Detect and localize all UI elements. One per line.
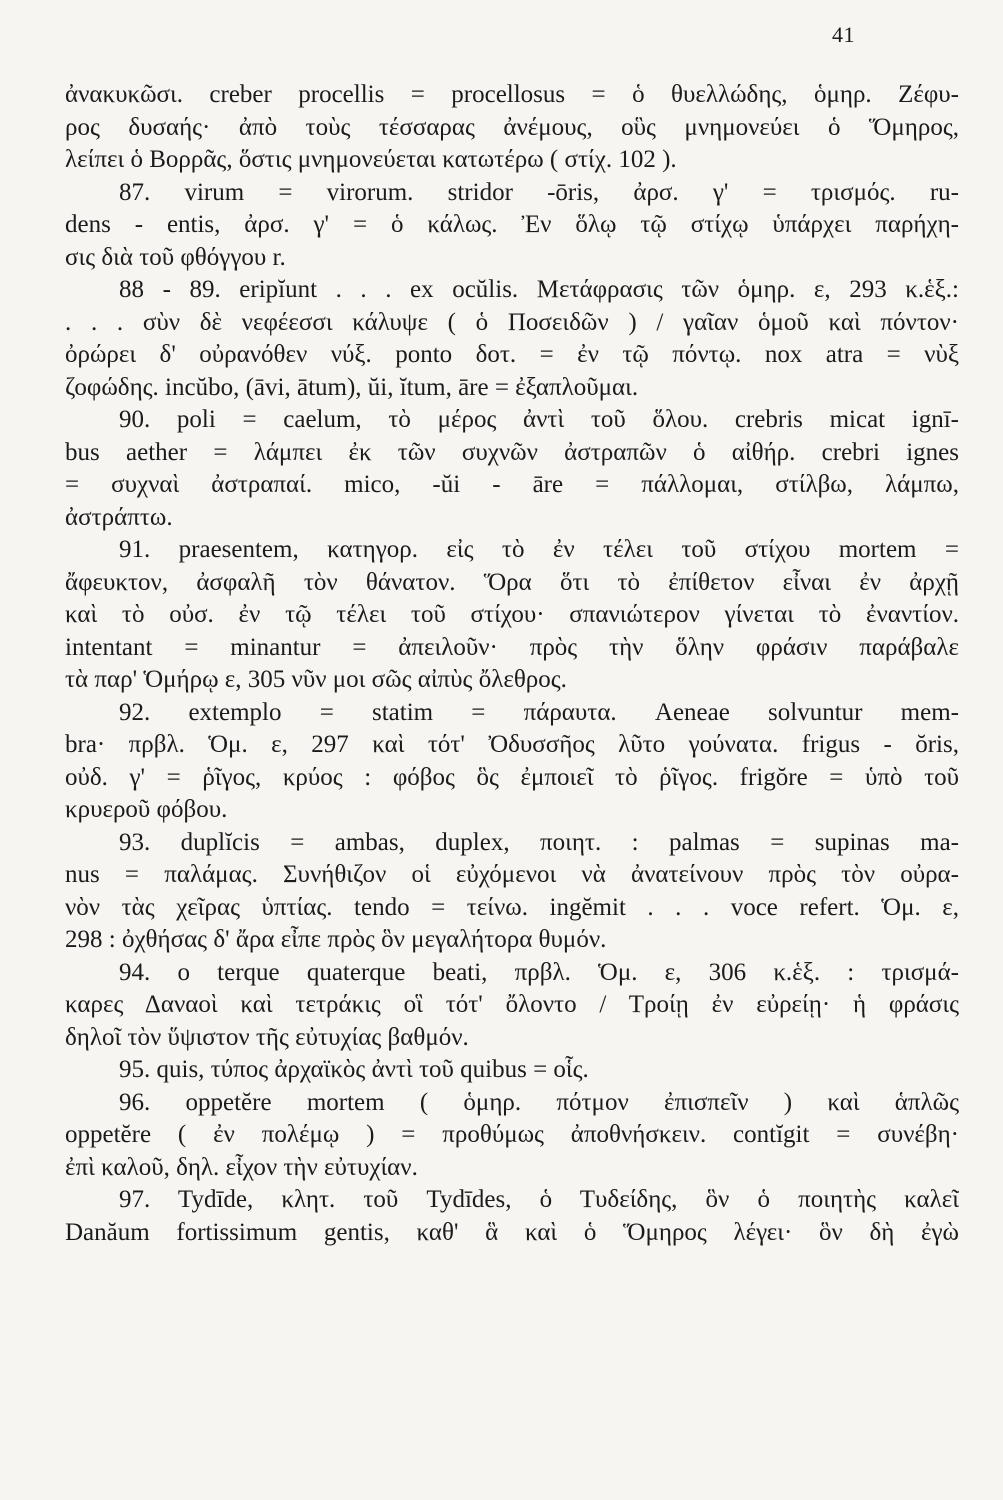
text-line: ρος δυσαής· ἀπὸ τοὺς τέσσαρας ἀνέμους, οὓς μνημονεύει ὁ Ὅμηρος, xyxy=(65,113,959,141)
text-line: 87. virum = virorum. stridor -ōris, ἀρσ. γ' = τρισμός. ru- xyxy=(119,178,959,206)
text-line: . . . σὺν δὲ νεφέεσσι κάλυψε ( ὁ Ποσειδῶν ) / γαῖαν ὁμοῦ καὶ πόντον· xyxy=(65,308,959,336)
text-line: intentant = minantur = ἀπειλοῦν· πρὸς τὴν ὅλην φράσιν παράβαλε xyxy=(65,633,959,661)
text-line: νὸν τὰς χεῖρας ὑπτίας. tendo = τείνω. ingĕmit . . . voce refert. Ὁμ. ε, xyxy=(65,893,959,921)
text-line: 88 - 89. eripĭunt . . . ex ocŭlis. Μετάφρασις τῶν ὁμηρ. ε, 293 κ.ἑξ.: xyxy=(119,276,959,303)
text-line: 298 : ὀχθήσας δ' ἄρα εἶπε πρὸς ὃν μεγαλήτορα θυμόν. xyxy=(65,926,607,953)
text-line: τὰ παρ' Ὁμήρῳ ε, 305 νῦν μοι σῶς αἰπὺς ὄλεθρος. xyxy=(65,666,567,693)
text-line: oppetĕre ( ἐν πολέμῳ ) = προθύμως ἀποθνήσκειν. contĭgit = συνέβη· xyxy=(65,1121,959,1148)
text-line: δηλοῖ τὸν ὕψιστον τῆς εὐτυχίας βαθμόν. xyxy=(65,1023,469,1051)
text-line: ἀστράπτω. xyxy=(65,503,173,531)
text-line: ὀρώρει δ' οὐρανόθεν νύξ. ponto δοτ. = ἐν τῷ πόντῳ. nox atra = νὺξ xyxy=(65,341,959,368)
text-line: dens - entis, ἀρσ. γ' = ὁ κάλως. Ἐν ὅλῳ τῷ στίχῳ ὑπάρχει παρήχη- xyxy=(65,211,959,238)
text-line: 97. Tydīde, κλητ. τοῦ Tydīdes, ὁ Τυδείδης, ὃν ὁ ποιητὴς καλεῖ xyxy=(119,1186,959,1213)
text-line: bus aether = λάμπει ἐκ τῶν συχνῶν ἀστραπῶν ὁ αἰθήρ. crebri ignes xyxy=(65,438,959,466)
text-line: καρες Δαναοὶ καὶ τετράκις οἳ τότ' ὄλοντο / Τροίῃ ἐν εὐρείῃ· ἡ φράσις xyxy=(65,991,959,1018)
text-line: 95. quis, τύπος ἀρχαϊκὸς ἀντὶ τοῦ quibus = οἷς. xyxy=(119,1056,589,1083)
text-line: ἀνακυκῶσι. creber procellis = procellosus = ὁ θυελλώδης, ὁμηρ. Ζέφυ- xyxy=(65,81,959,108)
text-line: καὶ τὸ οὐσ. ἐν τῷ τέλει τοῦ στίχου· σπανιώτερον γίνεται τὸ ἐναντίον. xyxy=(65,601,959,628)
text-line: κρυεροῦ φόβου. xyxy=(65,796,228,823)
commentary-text xyxy=(65,79,959,1249)
text-line: = συχναὶ ἀστραπαί. mico, -ŭi - āre = πάλλομαι, στίλβω, λάμπω, xyxy=(65,471,959,498)
text-line: nus = παλάμας. Συνήθιζον οἱ εὐχόμενοι νὰ ἀνατείνουν πρὸς τὸν οὐρα- xyxy=(65,861,959,888)
text-line: 90. poli = caelum, τὸ μέρος ἀντὶ τοῦ ὅλου. crebris micat ignī- xyxy=(119,406,959,433)
text-line: 92. extemplo = statim = πάραυτα. Aeneae solvuntur mem- xyxy=(119,698,959,726)
text-line: οὐδ. γ' = ῥῖγος, κρύος : φόβος ὃς ἐμποιεῖ τὸ ῥῖγος. frigŏre = ὑπὸ τοῦ xyxy=(65,763,959,791)
text-line: σις διὰ τοῦ φθόγγου r. xyxy=(65,243,286,271)
text-line: ἐπὶ καλοῦ, δηλ. εἶχον τὴν εὐτυχίαν. xyxy=(65,1153,418,1181)
text-line: ἄφευκτον, ἀσφαλῆ τὸν θάνατον. Ὅρα ὅτι τὸ ἐπίθετον εἶναι ἐν ἀρχῇ xyxy=(65,568,959,596)
text-line: ζοφώδης. incŭbo, (āvi, ātum), ŭi, ĭtum, āre = ἐξαπλοῦμαι. xyxy=(65,373,639,401)
text-line: 93. duplĭcis = ambas, duplex, ποιητ. : palmas = supinas ma- xyxy=(119,828,959,856)
text-line: 96. oppetĕre mortem ( ὁμηρ. πότμον ἐπισπεῖν ) καὶ ἁπλῶς xyxy=(119,1088,959,1116)
text-line: λείπει ὁ Βορρᾶς, ὅστις μνημονεύεται κατωτέρω ( στίχ. 102 ). xyxy=(65,146,677,173)
text-line: bra· πρβλ. Ὁμ. ε, 297 καὶ τότ' Ὀδυσσῆος λῦτο γούνατα. frigus - ŏris, xyxy=(65,731,959,758)
text-line: 94. o terque quaterque beati, πρβλ. Ὁμ. ε, 306 κ.ἑξ. : τρισμά- xyxy=(119,958,959,986)
text-line: Danăum fortissimum gentis, καθ' ἃ καὶ ὁ Ὅμηρος λέγει· ὃν δὴ ἐγὼ xyxy=(65,1218,959,1246)
page-number: 41 xyxy=(832,22,855,47)
text-line: 91. praesentem, κατηγορ. εἰς τὸ ἐν τέλει τοῦ στίχου mortem = xyxy=(119,536,959,563)
